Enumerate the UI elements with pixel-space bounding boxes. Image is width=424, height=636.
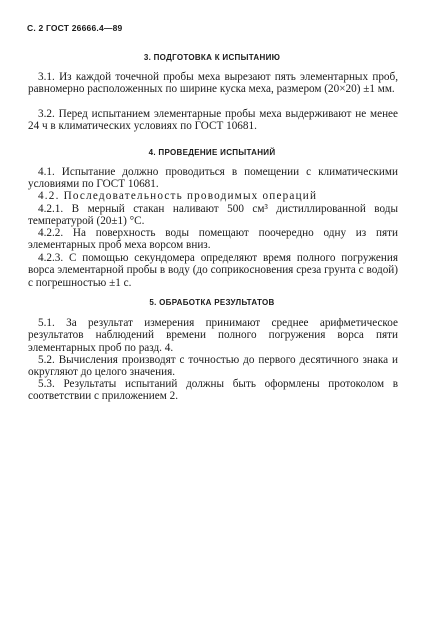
section-5-heading: 5. ОБРАБОТКА РЕЗУЛЬТАТОВ [149, 298, 275, 307]
paragraph-4-2-3: 4.2.3. С помощью секундомера определяют время полного погружения ворса элементарной пробы в воду (до соприкосновения среза грунта с водой) с погрешностью ±1 с. [28, 252, 398, 289]
section-3-heading: 3. ПОДГОТОВКА К ИСПЫТАНИЮ [143, 53, 281, 62]
page-header: С. 2 ГОСТ 26666.4—89 [27, 23, 123, 33]
paragraph-4-1: 4.1. Испытание должно проводиться в помещении с климатическими условиями по ГОСТ 10681. [28, 166, 398, 191]
paragraph-4-2: 4.2. Последовательность проводимых операций [38, 190, 318, 202]
paragraph-3-2: 3.2. Перед испытанием элементарные пробы меха выдерживают не менее 24 ч в климатических условиях по ГОСТ 10681. [28, 108, 398, 133]
section-4-heading: 4. ПРОВЕДЕНИЕ ИСПЫТАНИЙ [148, 148, 276, 157]
paragraph-5-1: 5.1. За результат измерения принимают среднее арифметическое результатов наблюдений времени полного погружения ворса пяти элементарных проб по разд. 4. [28, 317, 398, 354]
paragraph-3-1: 3.1. Из каждой точечной пробы меха вырезают пять элементарных проб, равномерно расположенных по ширине куска меха, размером (20×20) ±1 мм. [28, 71, 398, 96]
paragraph-5-2: 5.2. Вычисления производят с точностью до первого десятичного знака и округляют до целого значения. [28, 354, 398, 379]
paragraph-4-2-1: 4.2.1. В мерный стакан наливают 500 см³ дистиллированной воды температурой (20±1) °С. [28, 203, 398, 228]
paragraph-4-2-2: 4.2.2. На поверхность воды помещают поочередно одну из пяти элементарных проб меха ворсом вниз. [28, 227, 398, 252]
paragraph-5-3: 5.3. Результаты испытаний должны быть оформлены протоколом в соответствии с приложением 2. [28, 378, 398, 403]
